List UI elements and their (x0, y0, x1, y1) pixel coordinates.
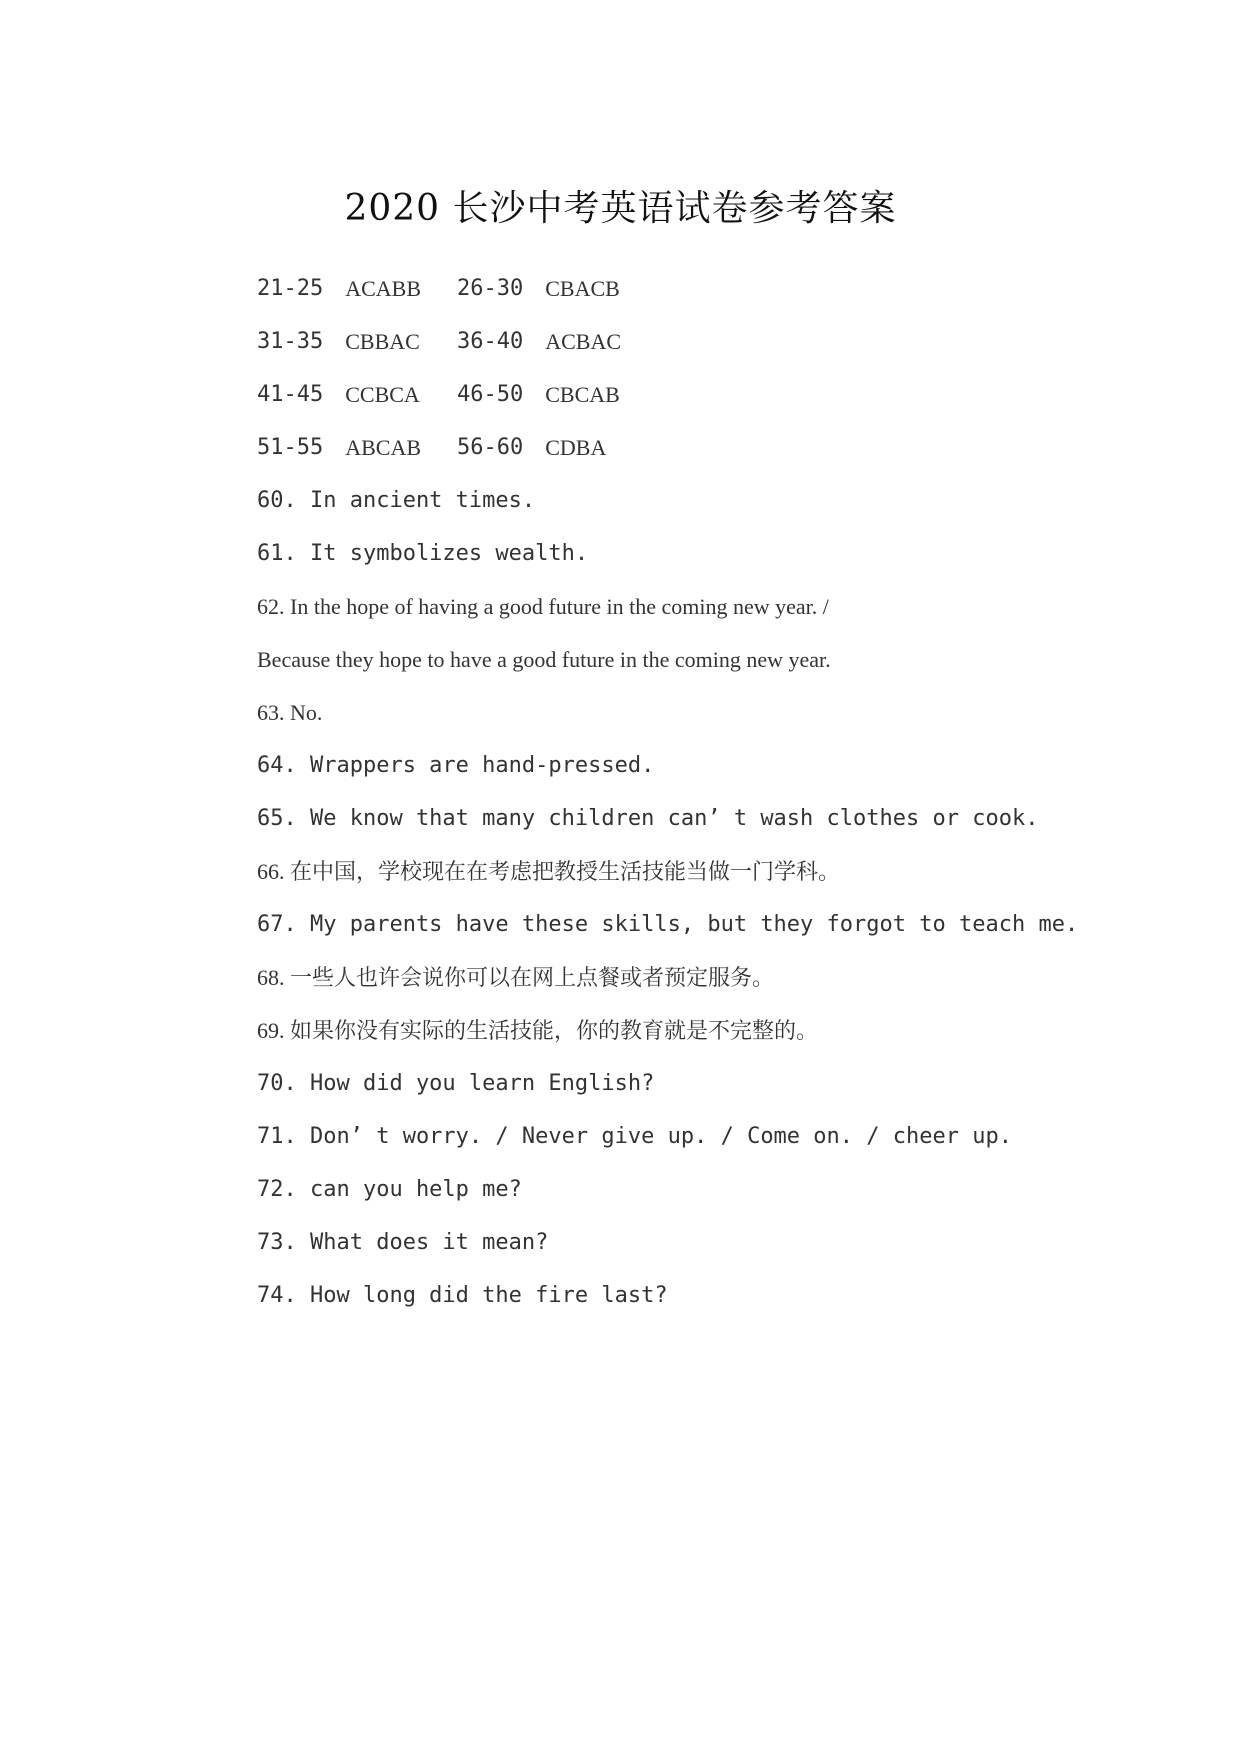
question-range: 31-35 (257, 328, 324, 354)
answer-letters: CDBA (545, 434, 607, 460)
answer-letters: CBBAC (345, 328, 420, 354)
answer-letters: CBACB (545, 275, 620, 301)
document-title: 2020 长沙中考英语试卷参考答案 (344, 188, 897, 229)
choice-answer-row (257, 315, 1077, 368)
answer-line-65: 65. We know that many children can’ t wash clothes or cook. (257, 805, 1039, 831)
question-range: 41-45 (257, 381, 324, 407)
question-range: 36-40 (457, 328, 524, 354)
answer-letters: ABCAB (345, 434, 422, 460)
choice-group (257, 377, 457, 413)
answer-letters: ACABB (345, 275, 422, 301)
choice-group (257, 324, 457, 360)
question-range: 51-55 (257, 434, 324, 460)
answer-line-63: 63. No. (257, 699, 323, 725)
answer-line-69: 69. 如果你没有实际的生活技能，你的教育就是不完整的。 (257, 1017, 819, 1043)
answer-line-64: 64. Wrappers are hand-pressed. (257, 752, 655, 778)
choice-group (457, 430, 657, 466)
question-range: 56-60 (457, 434, 524, 460)
answer-line-73: 73. What does it mean? (257, 1229, 549, 1255)
answer-line-62: 62. In the hope of having a good future in the coming new year. / (257, 593, 829, 619)
choice-group (257, 271, 457, 307)
answer-line-74: 74. How long did the fire last? (257, 1282, 668, 1308)
answer-line-62-alt: Because they hope to have a good future in the coming new year. (257, 646, 831, 672)
choice-group (457, 271, 657, 307)
answer-line-72: 72. can you help me? (257, 1176, 522, 1202)
answer-line-61: 61. It symbolizes wealth. (257, 540, 589, 566)
answer-letters: CCBCA (345, 381, 420, 407)
answer-line-60: 60. In ancient times. (257, 487, 536, 513)
choice-answer-row (257, 262, 1077, 315)
answer-letters: ACBAC (545, 328, 622, 354)
answer-line-68: 68. 一些人也许会说你可以在网上点餐或者预定服务。 (257, 964, 775, 990)
answer-line-70: 70. How did you learn English? (257, 1070, 655, 1096)
question-range: 46-50 (457, 381, 524, 407)
choice-group (457, 377, 657, 413)
answer-list (257, 262, 1077, 1322)
answer-line-67: 67. My parents have these skills, but they forgot to teach me. (257, 911, 1079, 937)
answer-letters: CBCAB (545, 381, 620, 407)
answer-line-66: 66. 在中国，学校现在在考虑把教授生活技能当做一门学科。 (257, 858, 841, 884)
choice-answer-row (257, 421, 1077, 474)
choice-answer-row (257, 368, 1077, 421)
choice-group (457, 324, 657, 360)
question-range: 26-30 (457, 275, 524, 301)
choice-group (257, 430, 457, 466)
question-range: 21-25 (257, 275, 324, 301)
answer-line-71: 71. Don’ t worry. / Never give up. / Come on. / cheer up. (257, 1123, 1012, 1149)
